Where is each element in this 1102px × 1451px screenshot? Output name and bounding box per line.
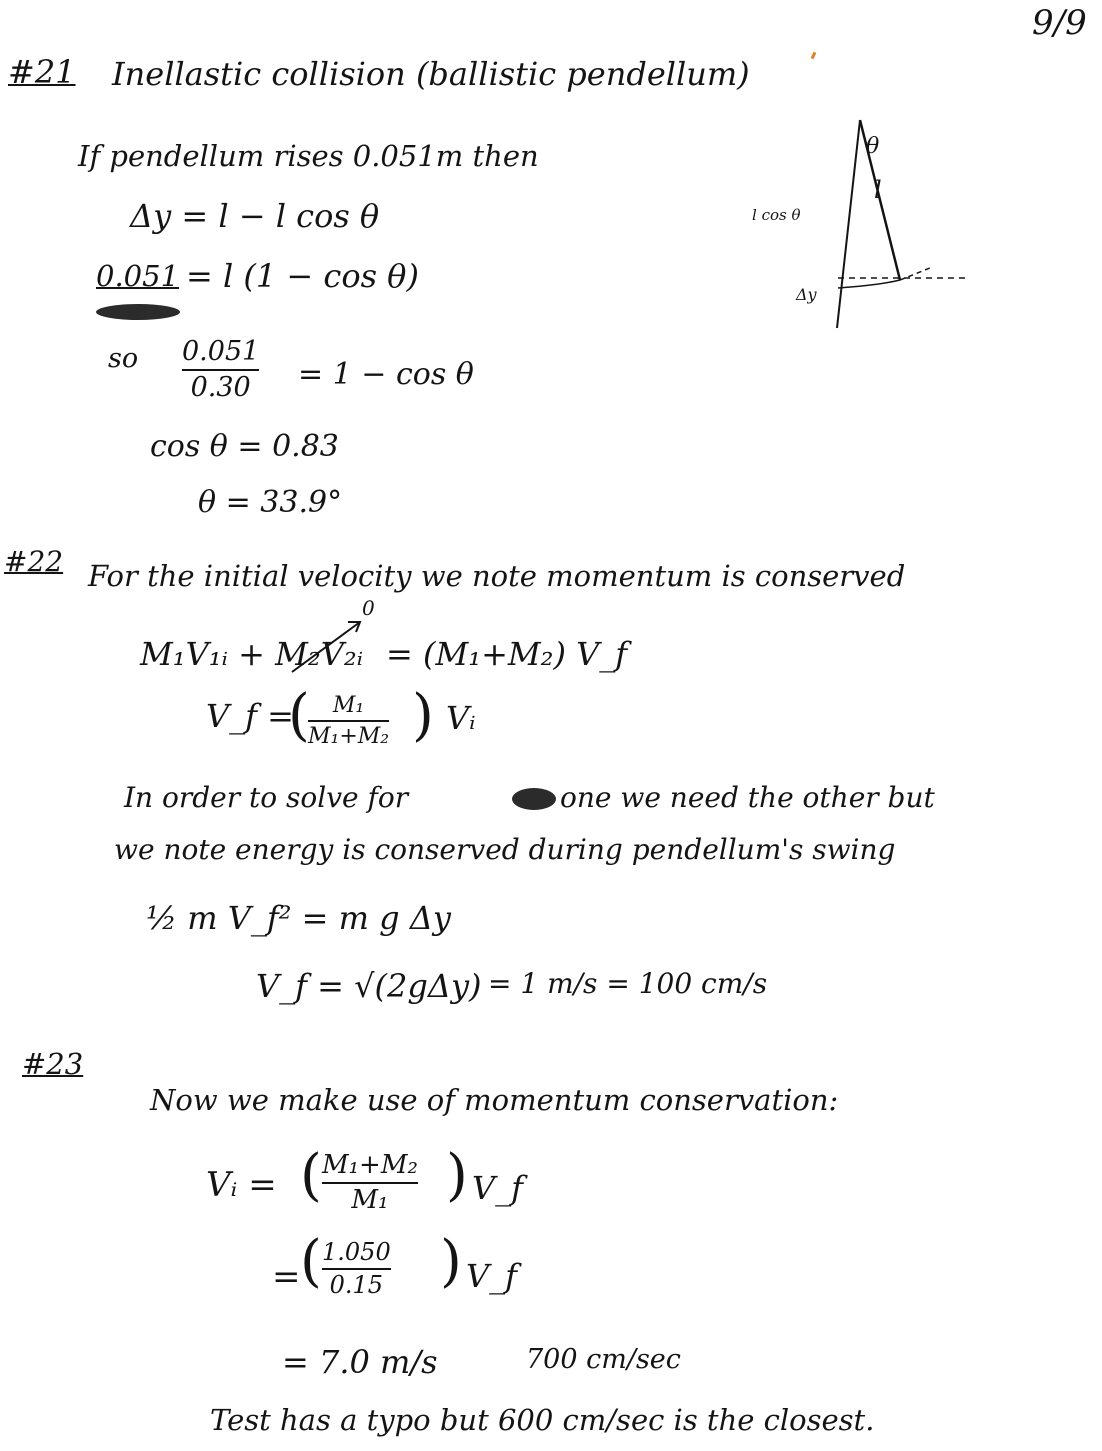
vf-result: = 1 m/s = 100 cm/s [488,967,768,1000]
fraction-numerator: 0.051 [182,336,260,367]
problem-21-intro: If pendellum rises 0.051m then [78,139,539,173]
problem-21-so: so [108,343,139,374]
vi-paren-left: ( [300,1143,322,1208]
diagram-dy-label: Δy [796,285,817,304]
solve-line-b: one we need the other but [560,781,935,814]
scribble-mark [96,304,180,320]
vi-eq2-denominator: 0.15 [329,1271,384,1300]
vi-eq2-fraction [322,1240,391,1298]
stray-mark [811,52,817,60]
vf-eq-right: Vᵢ [446,699,476,737]
vi-eq2-paren-right: ) [440,1229,462,1294]
problem-21-eq2-left: 0.051 [96,259,180,293]
problem-21-eq1: Δy = l − l cos θ [130,197,380,235]
problem-21-eq5: θ = 33.9° [198,485,343,520]
problem-21-title: Inellastic collision (ballistic pendellum) [112,55,750,93]
fraction-bar [182,369,259,371]
vi-result-cm: 700 cm/sec [526,1344,681,1375]
vf-fraction [308,694,389,748]
vi-eq-left: Vᵢ = [206,1165,277,1205]
vi-eq2-left: = [272,1257,301,1297]
vf-sqrt-equation: V_f = √(2gΔy) [256,967,482,1005]
vf-numerator: M₁ [332,693,365,718]
solve-line-a: In order to solve for [124,781,409,814]
page-number: 9/9 [1032,3,1087,43]
vf-paren-left: ( [288,683,310,748]
energy-line: we note energy is conserved during pendellum's swing [114,833,896,866]
problem-23-text: Now we make use of momentum conservation: [150,1083,839,1117]
problem-21-fraction [182,338,259,403]
diagram-lcos-label: l cos θ [752,206,801,224]
vi-denominator: M₁ [351,1185,389,1216]
vf-paren-right: ) [412,683,434,748]
vf-denominator: M₁+M₂ [308,724,390,750]
problem-22-text: For the initial velocity we note momentum is conserved [88,559,906,593]
cancel-zero: 0 [362,596,375,620]
vi-fraction [322,1152,418,1215]
closing-note: Test has a typo but 600 cm/sec is the closest. [210,1403,875,1437]
vi-result: = 7.0 m/s [282,1343,438,1381]
momentum-eq-left: M₁V₁ᵢ + M₂V₂ᵢ [140,635,364,673]
vi-paren-right: ) [446,1143,468,1208]
diagram-theta-label: θ [866,134,880,159]
problem-23-label: #23 [22,1047,84,1081]
vi-numerator: M₁+M₂ [322,1150,418,1180]
vi-eq2-right: V_f [466,1257,517,1295]
vi-eq2-paren-left: ( [300,1229,322,1294]
vf-eq-left: V_f = [206,697,294,735]
vi-bar [322,1182,418,1184]
diagram-l-label: l [874,176,882,204]
vi-eq-right: V_f [472,1169,523,1207]
vi-eq2-bar [322,1268,391,1270]
problem-21-eq2-right: = l (1 − cos θ) [186,257,419,295]
problem-22-label: #22 [4,545,64,578]
fraction-denominator: 0.30 [190,372,251,404]
pendulum-swing-arc [838,280,900,288]
vi-eq2-numerator: 1.050 [322,1238,391,1266]
crossed-out-mark [512,788,556,810]
problem-21-eq4: cos θ = 0.83 [150,429,339,464]
vertical-line [837,120,860,328]
problem-21-eq3-right: = 1 − cos θ [298,357,474,392]
problem-21-label: #21 [8,53,76,91]
vf-bar [308,720,389,722]
energy-equation: ½ m V_f² = m g Δy [146,899,451,937]
momentum-eq-right: = (M₁+M₂) V_f [386,635,628,673]
